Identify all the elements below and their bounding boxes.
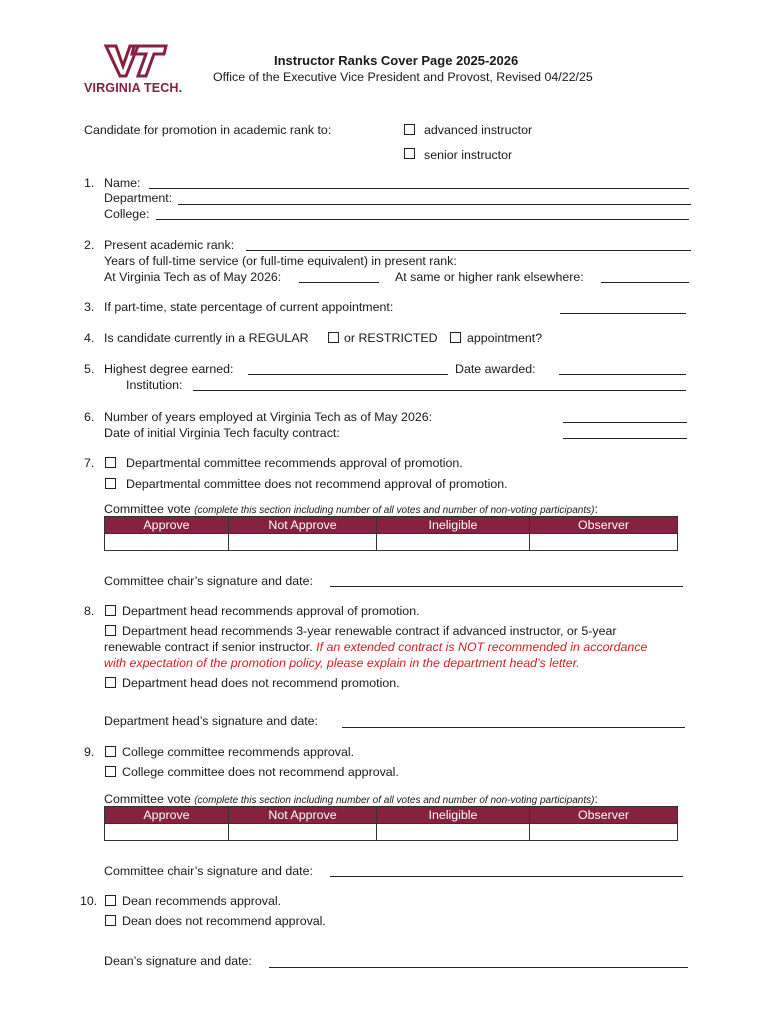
dept-committee-vote-table [104, 516, 678, 551]
appointment-question-b: or RESTRICTED [344, 331, 438, 345]
appointment-question-a: Is candidate currently in a REGULAR [104, 331, 309, 345]
institution-field[interactable] [193, 390, 686, 391]
dean-signature-label: Dean’s signature and date: [104, 954, 252, 968]
college-committee-approve-label: College committee recommends approval. [122, 745, 355, 759]
dept-head-signature-field[interactable] [342, 727, 685, 728]
senior-instructor-label: senior instructor [424, 148, 513, 162]
vt-years-field[interactable] [299, 282, 379, 283]
senior-instructor-checkbox[interactable] [404, 148, 415, 159]
vote-header-not-approve: Not Approve [229, 807, 377, 824]
college-committee-approve-checkbox[interactable] [105, 746, 116, 757]
college-committee-not-approve-checkbox[interactable] [105, 766, 116, 777]
virginia-tech-wordmark: VIRGINIA TECH. [84, 81, 183, 95]
item-number: 4. [84, 331, 95, 345]
dept-head-renew-label-b: renewable contract if senior instructor. [104, 640, 313, 654]
department-field[interactable] [178, 204, 691, 205]
institution-label: Institution: [126, 378, 183, 392]
vote-cell-ineligible[interactable] [377, 534, 530, 551]
dean-approve-label: Dean recommends approval. [122, 894, 282, 908]
vote-header-ineligible: Ineligible [377, 517, 530, 534]
committee-vote-heading [104, 502, 598, 516]
dept-head-renew-checkbox[interactable] [105, 625, 116, 636]
college-committee-not-approve-label: College committee does not recommend approval. [122, 765, 399, 779]
dept-committee-signature-label: Committee chair’s signature and date: [104, 574, 313, 588]
college-committee-signature-label: Committee chair’s signature and date: [104, 864, 313, 878]
item-number: 9. [84, 745, 95, 759]
college-committee-signature-field[interactable] [330, 876, 683, 877]
dean-not-approve-label: Dean does not recommend approval. [122, 914, 326, 928]
present-rank-label: Present academic rank: [104, 238, 235, 252]
college-committee-vote-table [104, 806, 678, 841]
item-number: 3. [84, 300, 95, 314]
department-label: Department: [104, 191, 173, 205]
vote-cell-approve[interactable] [105, 534, 229, 551]
years-employed-field[interactable] [563, 422, 687, 423]
vote-cell-ineligible[interactable] [377, 824, 530, 841]
dept-committee-signature-field[interactable] [330, 586, 683, 587]
dept-head-approve-checkbox[interactable] [105, 605, 116, 616]
vote-cell-observer[interactable] [530, 824, 678, 841]
committee-vote-label: Committee vote [104, 792, 191, 806]
highest-degree-label: Highest degree earned: [104, 362, 234, 376]
years-employed-label: Number of years employed at Virginia Tech as of May 2026: [104, 410, 433, 424]
dept-head-not-recommend-label: Department head does not recommend promotion. [122, 676, 400, 690]
committee-vote-colon: : [594, 792, 598, 806]
item-number: 2. [84, 238, 95, 252]
committee-vote-note: (complete this section including number of all votes and number of non-voting participants) [194, 795, 595, 806]
initial-contract-label: Date of initial Virginia Tech faculty contract: [104, 426, 340, 440]
vt-years-label: At Virginia Tech as of May 2026: [104, 270, 282, 284]
appointment-question-c: appointment? [467, 331, 543, 345]
elsewhere-years-label: At same or higher rank elsewhere: [395, 270, 584, 284]
advanced-instructor-label: advanced instructor [424, 123, 533, 137]
vote-cell-observer[interactable] [530, 534, 678, 551]
advanced-instructor-checkbox[interactable] [404, 124, 415, 135]
dept-head-approve-label: Department head recommends approval of promotion. [122, 604, 420, 618]
vote-cell-approve[interactable] [105, 824, 229, 841]
vote-header-ineligible: Ineligible [377, 807, 530, 824]
page-title: Instructor Ranks Cover Page 2025-2026 [274, 53, 519, 68]
vote-header-observer: Observer [530, 807, 678, 824]
name-field[interactable] [149, 188, 689, 189]
part-time-label: If part-time, state percentage of current appointment: [104, 300, 394, 314]
vote-cell-not-approve[interactable] [229, 534, 377, 551]
item-number: 7. [84, 456, 95, 470]
dept-committee-approve-label: Departmental committee recommends approval of promotion. [126, 456, 463, 470]
initial-contract-field[interactable] [563, 438, 687, 439]
dept-committee-approve-checkbox[interactable] [105, 457, 116, 468]
vote-header-approve: Approve [105, 807, 229, 824]
regular-checkbox[interactable] [328, 332, 339, 343]
elsewhere-years-field[interactable] [601, 282, 689, 283]
committee-vote-note: (complete this section including number of all votes and number of non-voting participants) [194, 505, 595, 516]
dept-head-not-recommend-checkbox[interactable] [105, 677, 116, 688]
dean-not-approve-checkbox[interactable] [105, 915, 116, 926]
dept-committee-not-approve-checkbox[interactable] [105, 478, 116, 489]
college-label: College: [104, 207, 150, 221]
vote-cell-not-approve[interactable] [229, 824, 377, 841]
dept-committee-not-approve-label: Departmental committee does not recommend approval of promotion. [126, 477, 508, 491]
extended-contract-note-b: with expectation of the promotion policy, please explain in the department head’s letter. [104, 656, 580, 670]
vote-header-observer: Observer [530, 517, 678, 534]
date-awarded-label: Date awarded: [455, 362, 536, 376]
committee-vote-heading [104, 792, 598, 806]
present-rank-field[interactable] [246, 250, 691, 251]
date-awarded-field[interactable] [559, 374, 686, 375]
committee-vote-label: Committee vote [104, 502, 191, 516]
page-subtitle: Office of the Executive Vice President and Provost, Revised 04/22/25 [213, 70, 593, 84]
dean-signature-field[interactable] [269, 967, 688, 968]
vote-header-approve: Approve [105, 517, 229, 534]
extended-contract-note-a: If an extended contract is NOT recommended in accordance [316, 640, 648, 654]
candidate-prompt: Candidate for promotion in academic rank to: [84, 123, 332, 137]
dean-approve-checkbox[interactable] [105, 895, 116, 906]
item-number: 1. [84, 176, 95, 190]
name-label: Name: [104, 176, 141, 190]
item-number: 6. [84, 410, 95, 424]
dept-head-renew-line-b [104, 640, 647, 654]
years-service-label: Years of full-time service (or full-time equivalent) in present rank: [104, 254, 457, 268]
virginia-tech-vt-logo [104, 44, 168, 78]
dept-head-signature-label: Department head’s signature and date: [104, 714, 318, 728]
part-time-field[interactable] [560, 313, 686, 314]
restricted-checkbox[interactable] [450, 332, 461, 343]
highest-degree-field[interactable] [248, 374, 448, 375]
college-field[interactable] [156, 219, 689, 220]
vote-header-not-approve: Not Approve [229, 517, 377, 534]
dept-head-renew-label-a: Department head recommends 3-year renewable contract if advanced instructor, or 5-year [122, 624, 617, 638]
item-number: 10. [80, 894, 98, 908]
item-number: 5. [84, 362, 95, 376]
committee-vote-colon: : [594, 502, 598, 516]
item-number: 8. [84, 604, 95, 618]
